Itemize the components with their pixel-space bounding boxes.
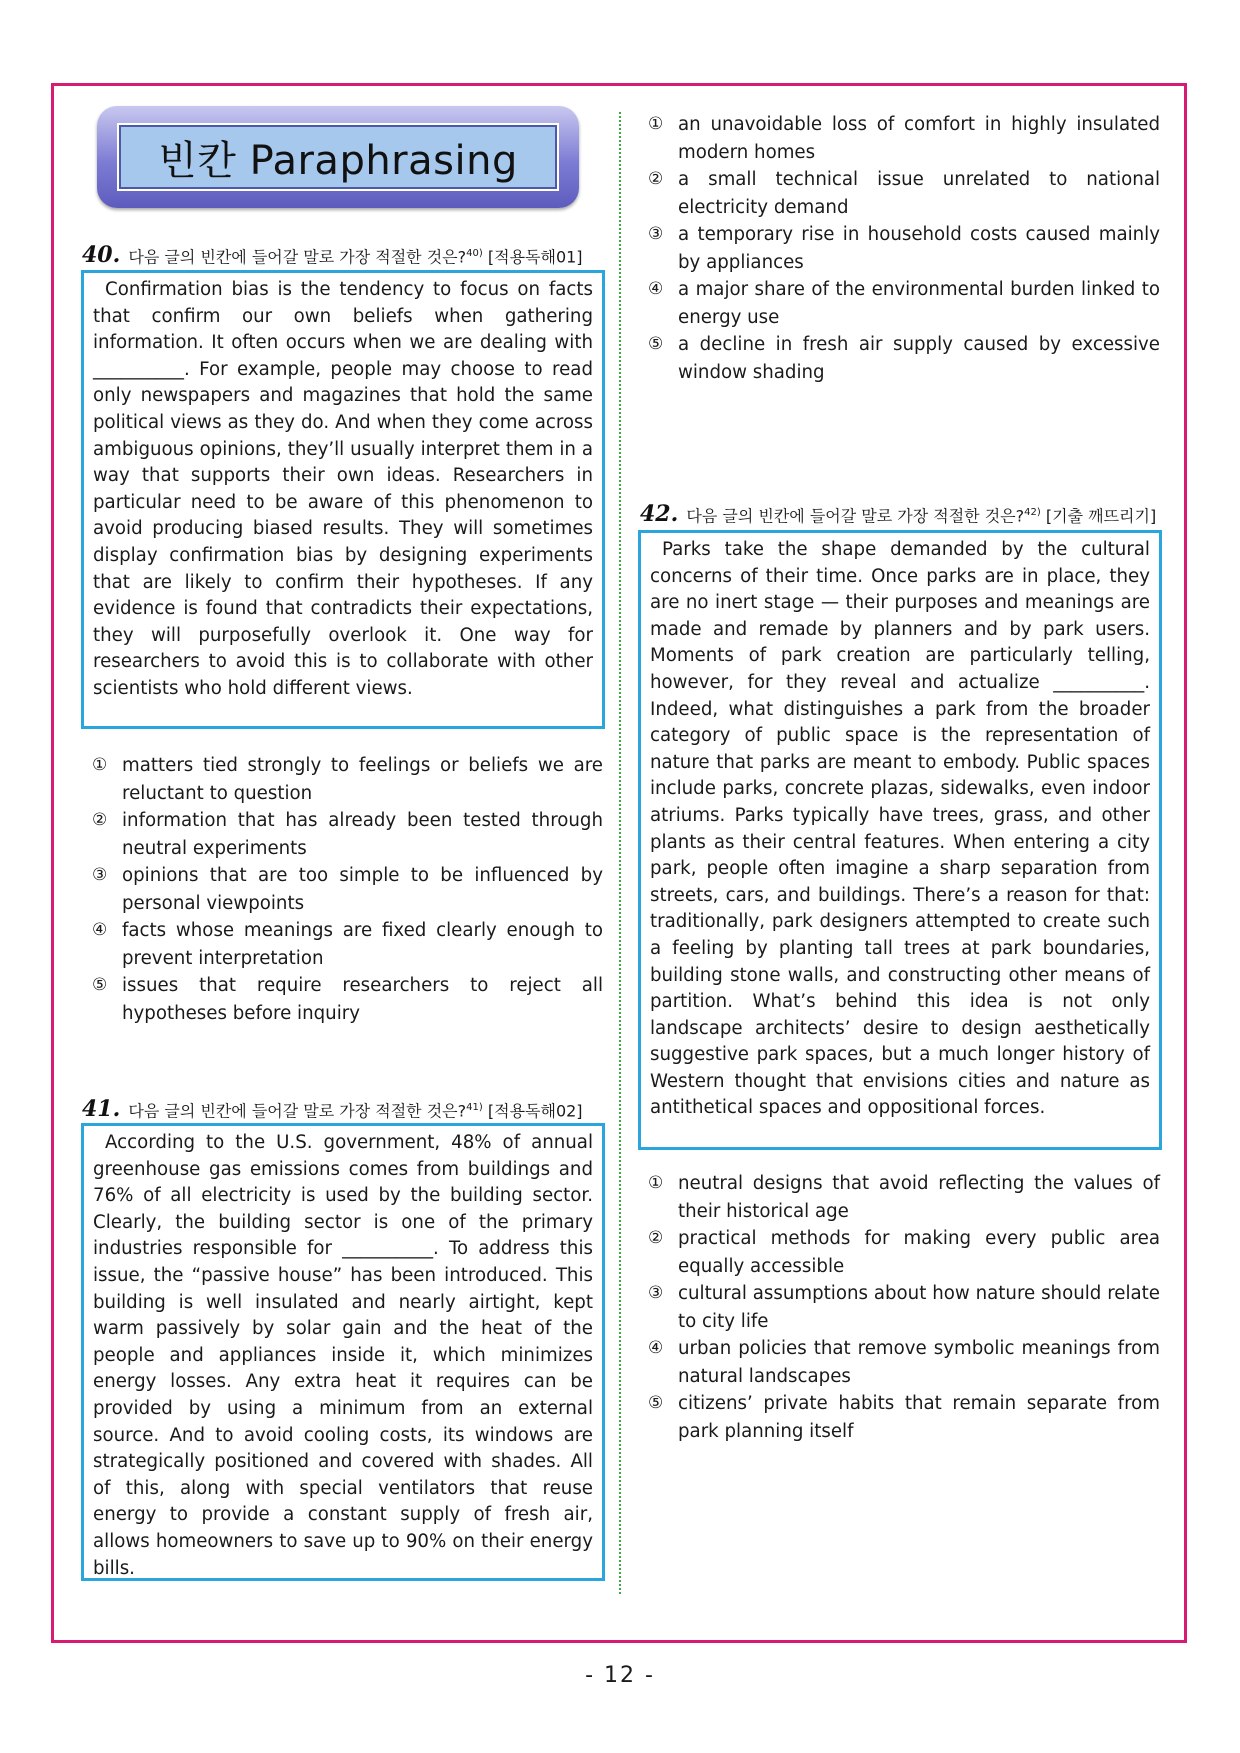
- option-text: information that has already been tested through neutral experiments: [122, 810, 603, 859]
- question-tag: [적용독해01]: [487, 247, 583, 267]
- footnote-ref: 41): [466, 1102, 483, 1113]
- option-1[interactable]: [648, 111, 1160, 166]
- option-number: ③: [92, 865, 108, 885]
- option-1[interactable]: [648, 1170, 1160, 1225]
- option-text: cultural assumptions about how nature should relate to city life: [678, 1283, 1160, 1332]
- option-text: a major share of the environmental burden linked to energy use: [678, 279, 1160, 328]
- option-2[interactable]: [648, 1225, 1160, 1280]
- question-42-header: [640, 502, 1156, 527]
- question-42-options: [648, 1170, 1160, 1445]
- column-divider: [619, 112, 621, 1594]
- question-prompt: 다음 글의 빈칸에 들어갈 말로 가장 적절한 것은?: [686, 506, 1025, 526]
- option-number: ②: [648, 1228, 664, 1248]
- question-number: 41.: [82, 1096, 121, 1123]
- question-tag: [적용독해02]: [487, 1101, 583, 1121]
- question-41-header: [82, 1097, 583, 1122]
- question-40-passage: Confirmation bias is the tendency to focus on facts that confirm our own beliefs when gathering information. It often occurs when we are dealing with __________. For example, people may choose to read only newspapers and magazines that hold the same political views as they do. And when they come across ambiguous opinions, they’ll usually interpret them in a way that supports their own ideas. Researchers in particular need to be aware of this phenomenon to avoid producing biased results. They will sometimes display confirmation bias by designing experiments that are likely to confirm their hypotheses. If any evidence is found that contradicts their expectations, they will purposefully overlook it. One way for researchers to avoid this is to collaborate with other scientists who hold different views.: [81, 270, 605, 729]
- option-text: an unavoidable loss of comfort in highly insulated modern homes: [678, 114, 1160, 163]
- option-text: neutral designs that avoid reflecting the values of their historical age: [678, 1173, 1160, 1222]
- page-number: - 12 -: [585, 1663, 655, 1688]
- option-5[interactable]: [648, 331, 1160, 386]
- option-number: ②: [648, 169, 664, 189]
- question-40-header: [82, 243, 583, 268]
- question-prompt: 다음 글의 빈칸에 들어갈 말로 가장 적절한 것은?: [128, 1101, 467, 1121]
- option-4[interactable]: [648, 276, 1160, 331]
- option-number: ①: [648, 114, 664, 134]
- option-text: citizens’ private habits that remain separate from park planning itself: [678, 1393, 1160, 1442]
- option-number: ⑤: [648, 334, 664, 354]
- option-number: ⑤: [648, 1393, 664, 1413]
- question-41-passage: According to the U.S. government, 48% of annual greenhouse gas emissions comes from buildings and 76% of all electricity is used by the building sector. Clearly, the building sector is one of the primary industries responsible for __________. To address this issue, the “passive house” has been introduced. This building is well insulated and nearly airtight, kept warm passively by solar gain and the heat of the people and appliances inside it, which minimizes energy losses. Any extra heat it requires can be provided by using a minimum from an external source. And to avoid cooling costs, its windows are strategically positioned and covered with shades. All of this, along with special ventilators that reuse energy to provide a constant supply of fresh air, allows homeowners to save up to 90% on their energy bills.: [81, 1123, 605, 1581]
- option-number: ④: [648, 279, 664, 299]
- option-1[interactable]: [92, 752, 603, 807]
- question-42-passage: Parks take the shape demanded by the cultural concerns of their time. Once parks are in place, they are no inert stage — their purposes and meanings are made and remade by planners and by park users. Moments of park creation are particularly telling, however, for they reveal and actualize __________. Indeed, what distinguishes a park from the broader category of public space is the representation of nature that parks are meant to embody. Public spaces include parks, concrete plazas, sidewalks, even indoor atriums. Parks typically have trees, grass, and other plants as their central features. When entering a city park, people often imagine a sharp separation from streets, cars, and buildings. There’s a reason for that: traditionally, park designers attempted to create such a feeling by planting tall trees at park boundaries, building stone walls, and constructing other means of partition. What’s behind this idea is not only landscape architects’ desire to design aesthetically suggestive park spaces, but a much longer history of Western thought that envisions cities and nature as antithetical spaces and oppositional forces.: [638, 530, 1162, 1150]
- option-3[interactable]: [648, 1280, 1160, 1335]
- option-3[interactable]: [648, 221, 1160, 276]
- option-number: ⑤: [92, 975, 108, 995]
- option-text: opinions that are too simple to be influenced by personal viewpoints: [122, 865, 603, 914]
- footnote-ref: 42): [1024, 507, 1041, 518]
- section-title: 빈칸 Paraphrasing: [158, 137, 518, 184]
- option-4[interactable]: [648, 1335, 1160, 1390]
- option-text: issues that require researchers to reject all hypotheses before inquiry: [122, 975, 603, 1024]
- option-number: ③: [648, 224, 664, 244]
- option-number: ①: [648, 1173, 664, 1193]
- footnote-ref: 40): [466, 248, 483, 259]
- option-text: a decline in fresh air supply caused by excessive window shading: [678, 334, 1160, 383]
- option-text: a temporary rise in household costs caused mainly by appliances: [678, 224, 1160, 273]
- option-5[interactable]: [92, 972, 603, 1027]
- question-40-options: [92, 752, 603, 1027]
- option-text: facts whose meanings are fixed clearly enough to prevent interpretation: [122, 920, 603, 969]
- question-prompt: 다음 글의 빈칸에 들어갈 말로 가장 적절한 것은?: [128, 247, 467, 267]
- option-2[interactable]: [648, 166, 1160, 221]
- option-number: ④: [648, 1338, 664, 1358]
- option-5[interactable]: [648, 1390, 1160, 1445]
- question-number: 40.: [82, 242, 121, 269]
- option-2[interactable]: [92, 807, 603, 862]
- option-number: ③: [648, 1283, 664, 1303]
- option-text: matters tied strongly to feelings or beliefs we are reluctant to question: [122, 755, 603, 804]
- option-text: a small technical issue unrelated to national electricity demand: [678, 169, 1160, 218]
- section-title-panel: [117, 123, 559, 191]
- option-text: urban policies that remove symbolic meanings from natural landscapes: [678, 1338, 1160, 1387]
- question-number: 42.: [640, 501, 679, 528]
- option-number: ②: [92, 810, 108, 830]
- question-41-options: [648, 111, 1160, 386]
- question-tag: [기출 깨뜨리기]: [1045, 506, 1157, 526]
- option-number: ①: [92, 755, 108, 775]
- option-text: practical methods for making every public area equally accessible: [678, 1228, 1160, 1277]
- option-number: ④: [92, 920, 108, 940]
- section-title-badge: [97, 106, 579, 208]
- option-4[interactable]: [92, 917, 603, 972]
- option-3[interactable]: [92, 862, 603, 917]
